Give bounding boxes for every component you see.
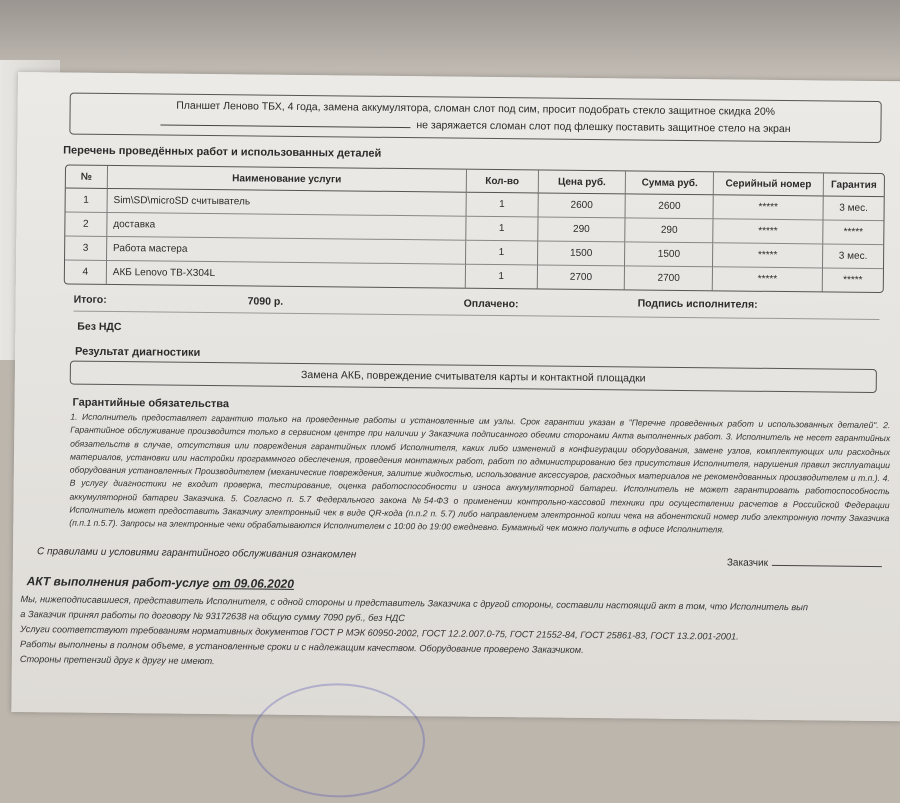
col-header-sum: Сумма руб.: [626, 171, 714, 195]
cell-serial: *****: [713, 219, 823, 244]
vat-note: Без НДС: [77, 320, 122, 334]
act-line: Услуги соответствуют требованиям нормативных документов ГОСТ Р МЭК 60950-2002, ГОСТ 12.2.007.0-75, ГОСТ 21552-84, ГОСТ 25861-83, ГОСТ 13.2.001-2001.: [20, 624, 739, 642]
col-header-qty: Кол-во: [467, 170, 539, 194]
col-header-number: №: [66, 166, 108, 189]
request-line-1: Планшет Леново ТБХ, 4 года, замена аккумулятора, сломан слот под сим, просит подобрать стекло защитное скидка 20%: [176, 99, 776, 118]
total-label: Итого:: [73, 293, 107, 306]
acknowledge-text: С правилами и условиями гарантийного обслуживания ознакомлен: [36, 546, 357, 561]
col-header-price: Цена руб.: [538, 170, 626, 194]
warranty-text: 1. Исполнитель предоставляет гарантию только на проведенные работы и установленные им узлы. Срок гарантии указан в "Перечне проведенных работ и использованных деталей". 2. Гарантийное обслуживание производится только в сервисном центре при наличии у Заказчика подписанного обеими сторонами Акта выполненных работ. 3. Исполнитель не несет гарантийных обязательств в случае, отсутствия или повреждения гарантийных пломб Исполнителя, каких либо изменений в конфигурации оборудования, замене узлов, комплектующих или расходных материалов, установки или настройки программного обеспечения, проведения монтажных работ, работ по администрированию без присутствия Исполнителя, нарушения правил эксплуатации оборудования установленных Производителем (механические повреждения, залитие жидкостью, использование аксессуаров, расходных материалов не рекомендованных производителем и т.п.). 4. В услугу диагностики не входит проверка, тестирование, оценка работоспособности и износа аккумуляторной батареи. Исполнитель не может гарантировать работоспособность аккумуляторной батареи Заказчика. 5. Согласно п. 5.7 Федерального закона №54-ФЗ о применении контрольно-кассовой техники при осуществлении расчетов в Российской Федерации Исполнитель может предоставить Заказчику электронный чек в виде QR-кода (п.п.2 п. 5.7) либо направлением электронной копии чека на абонентский номер либо электронную почту Заказчика (п.п.1 п.5.7). Запросы на электронные чеки обрабатываются Исполнителем с 10:00 до 19:00 ежедневно. Бумажный чек можно получить в офисе Исполнителя.: [69, 411, 891, 535]
cell-serial: *****: [713, 267, 823, 291]
cell-number: 3: [65, 237, 107, 261]
cell-warranty: *****: [843, 274, 863, 286]
customer-signature: [727, 555, 882, 570]
col-header-service: Наименование услуги: [108, 166, 467, 193]
cell-sum: 290: [626, 218, 714, 243]
stamp-mark: [250, 682, 425, 798]
cell-number: 4: [65, 261, 107, 284]
act-line: Мы, нижеподписавшиеся, представитель Исполнителя, с одной стороны и представитель Заказчика с другой стороны, составили настоящий акт в том, что Исполнитель вып: [20, 594, 809, 613]
cell-number: 2: [65, 213, 107, 237]
cell-number: 1: [66, 189, 108, 213]
act-text: [20, 592, 900, 676]
signature-label: Подпись исполнителя:: [637, 297, 758, 311]
cell-price: 1500: [538, 241, 626, 266]
paid-label: Оплачено:: [463, 297, 519, 311]
col-header-warranty: Гарантия: [824, 173, 884, 197]
diagnostics-box: Замена АКБ, повреждение считывателя карты и контактной площадки: [70, 361, 877, 393]
cell-warranty: 3 мес.: [823, 244, 883, 269]
cell-qty: 1: [466, 193, 538, 218]
total-value: 7090 р.: [247, 295, 284, 308]
works-title: Перечень проведённых работ и использованных деталей: [63, 144, 382, 160]
col-header-serial: Серийный номер: [714, 172, 824, 196]
cell-service: Sim\SD\microSD считыватель: [107, 189, 466, 217]
works-table: [64, 164, 885, 293]
background-top: [0, 0, 900, 80]
cell-price: 2600: [538, 193, 626, 218]
act-line: а Заказчик принял работы по договору № 93172638 на общую сумму 7090 руб., без НДС: [20, 609, 405, 624]
cell-service: Работа мастера: [107, 237, 466, 265]
warranty-title: Гарантийные обязательства: [72, 396, 230, 411]
customer-label: Заказчик: [726, 557, 769, 569]
cell-sum: 2600: [626, 194, 714, 219]
cell-warranty: 3 мес.: [823, 196, 883, 221]
cell-serial: *****: [713, 243, 823, 268]
totals-divider: [73, 311, 879, 320]
cell-serial: *****: [714, 195, 824, 220]
cell-price: 2700: [537, 265, 625, 289]
act-title-date: от 09.06.2020: [212, 576, 295, 591]
cell-warranty: *****: [823, 220, 883, 245]
request-blank: [160, 114, 410, 128]
cell-price: 290: [538, 217, 626, 242]
act-title-prefix: АКТ выполнения работ-услуг: [26, 574, 213, 591]
cell-qty: 1: [466, 265, 538, 289]
cell-service: АКБ Lenovo TB-X304L: [107, 261, 466, 288]
act-line: Работы выполнены в полном объеме, в установленные сроки и с надлежащим качеством. Оборудование проверено Заказчиком.: [19, 639, 584, 655]
diagnostics-title: Результат диагностики: [75, 345, 201, 359]
cell-sum: 1500: [625, 242, 713, 267]
cell-qty: 1: [466, 241, 538, 266]
act-line: Стороны претензий друг к другу не имеют.: [19, 654, 215, 667]
request-line-2-text: не заряжается сломан слот под флешку поставить защитное стело на экран: [416, 119, 791, 136]
customer-signature-line: [772, 556, 882, 567]
act-title: [27, 574, 294, 591]
request-box: [69, 93, 881, 144]
cell-qty: 1: [466, 217, 538, 242]
document-page: [11, 72, 900, 721]
cell-sum: 2700: [625, 266, 713, 290]
cell-service: доставка: [107, 213, 466, 241]
